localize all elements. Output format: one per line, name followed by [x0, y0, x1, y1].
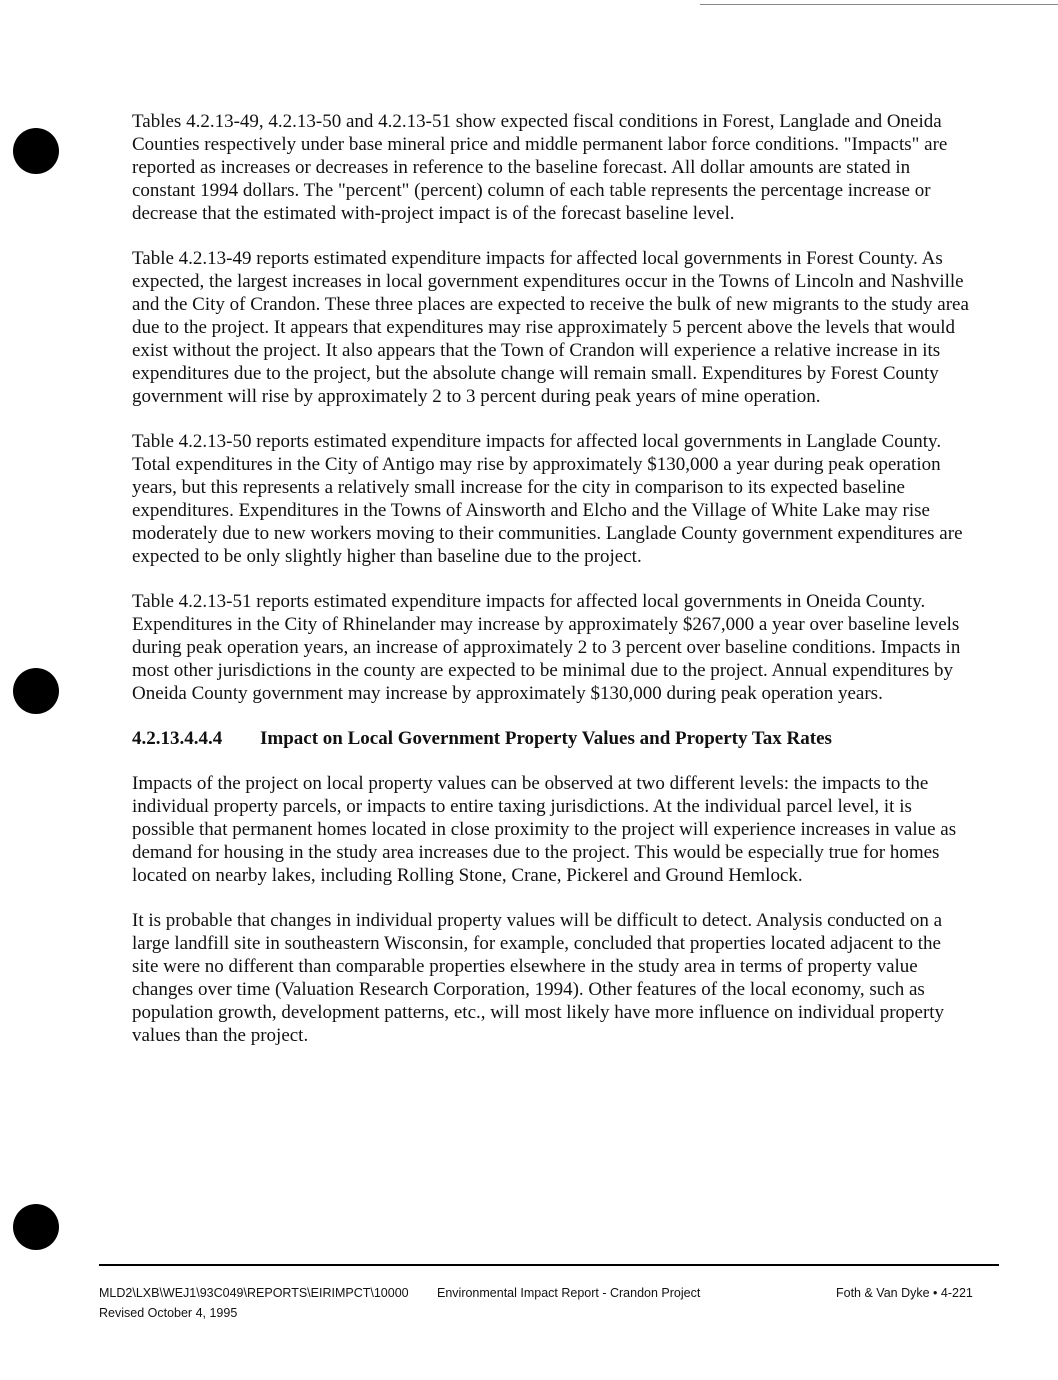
section-title: Impact on Local Government Property Values and Property Tax Rates [260, 728, 832, 749]
footer-revised-date: Revised October 4, 1995 [99, 1306, 238, 1320]
paragraph-landfill-analysis: It is probable that changes in individual property values will be difficult to detect. Analysis conducted on a large landfill site in southeastern Wisconsin, for example, concluded that properties located adjacent to the site were no different than comparable properties elsewhere in the study area in terms of property value changes over time (Valuation Research Corporation, 1994). Other features of the local economy, such as population growth, development patterns, etc., will most likely have more influence on individual property values than the project. [132, 910, 945, 1046]
section-heading [132, 727, 972, 750]
paragraph-langlade-county: Table 4.2.13-50 reports estimated expenditure impacts for affected local governments in Langlade County. Total expenditures in the City of Antigo may rise by approximately $130,000 a year during peak operation years, but this represents a relatively small increase for the city in comparison to its expected baseline expenditures. Expenditures in the Towns of Ainsworth and Elcho and the Village of White Lake may rise moderately due to new workers moving to their communities. Langlade County government expenditures are expected to be only slightly higher than baseline due to the project. [132, 431, 963, 567]
punch-hole-top [13, 128, 59, 174]
footer-left [99, 1283, 409, 1323]
footer-page-number: Foth & Van Dyke • 4-221 [836, 1286, 973, 1300]
footer-rule [99, 1264, 999, 1266]
paragraph-fiscal-overview: Tables 4.2.13-49, 4.2.13-50 and 4.2.13-51 show expected fiscal conditions in Forest, Langlade and Oneida Counties respectively under base mineral price and middle permanent labor force conditions. "Impacts" are reported as increases or decreases in reference to the baseline forecast. All dollar amounts are stated in constant 1994 dollars. The "percent" (percent) column of each table represents the percentage increase or decrease that the estimated with-project impact is of the forecast baseline level. [132, 111, 948, 224]
punch-hole-bottom [13, 1204, 59, 1250]
document-body [132, 110, 972, 1069]
paragraph-forest-county: Table 4.2.13-49 reports estimated expenditure impacts for affected local governments in Forest County. As expected, the largest increases in local government expenditures occur in the Towns of Lincoln and Nashville and the City of Crandon. These three places are expected to receive the bulk of new migrants to the study area due to the project. It appears that expenditures may rise approximately 5 percent above the levels that would exist without the project. It also appears that the Town of Crandon will experience a relative increase in its expenditures due to the project, but the absolute change will remain small. Expenditures by Forest County government will rise by approximately 2 to 3 percent during peak years of mine operation. [132, 248, 969, 407]
section-number: 4.2.13.4.4.4 [132, 728, 223, 749]
footer-file-path: MLD2\LXB\WEJ1\93C049\REPORTS\EIRIMPCT\10000 [99, 1286, 409, 1300]
paragraph-oneida-county: Table 4.2.13-51 reports estimated expenditure impacts for affected local governments in Oneida County. Expenditures in the City of Rhinelander may increase by approximately $267,000 a year over baseline levels during peak operation years, an increase of approximately 2 to 3 percent over baseline conditions. Impacts in most other jurisdictions in the county are expected to be minimal due to the project. Annual expenditures by Oneida County government may increase by approximately $130,000 during peak operation years. [132, 591, 961, 704]
paragraph-property-values: Impacts of the project on local property values can be observed at two different levels: the impacts to the individual property parcels, or impacts to entire taxing jurisdictions. At the individual parcel level, it is possible that permanent homes located in close proximity to the project will experience increases in value as demand for housing in the study area increases due to the project. This would be especially true for homes located on nearby lakes, including Rolling Stone, Crane, Pickerel and Ground Hemlock. [132, 773, 957, 886]
punch-hole-middle [13, 668, 59, 714]
footer-report-title: Environmental Impact Report - Crandon Project [437, 1286, 701, 1300]
top-edge-rule [700, 4, 1058, 5]
